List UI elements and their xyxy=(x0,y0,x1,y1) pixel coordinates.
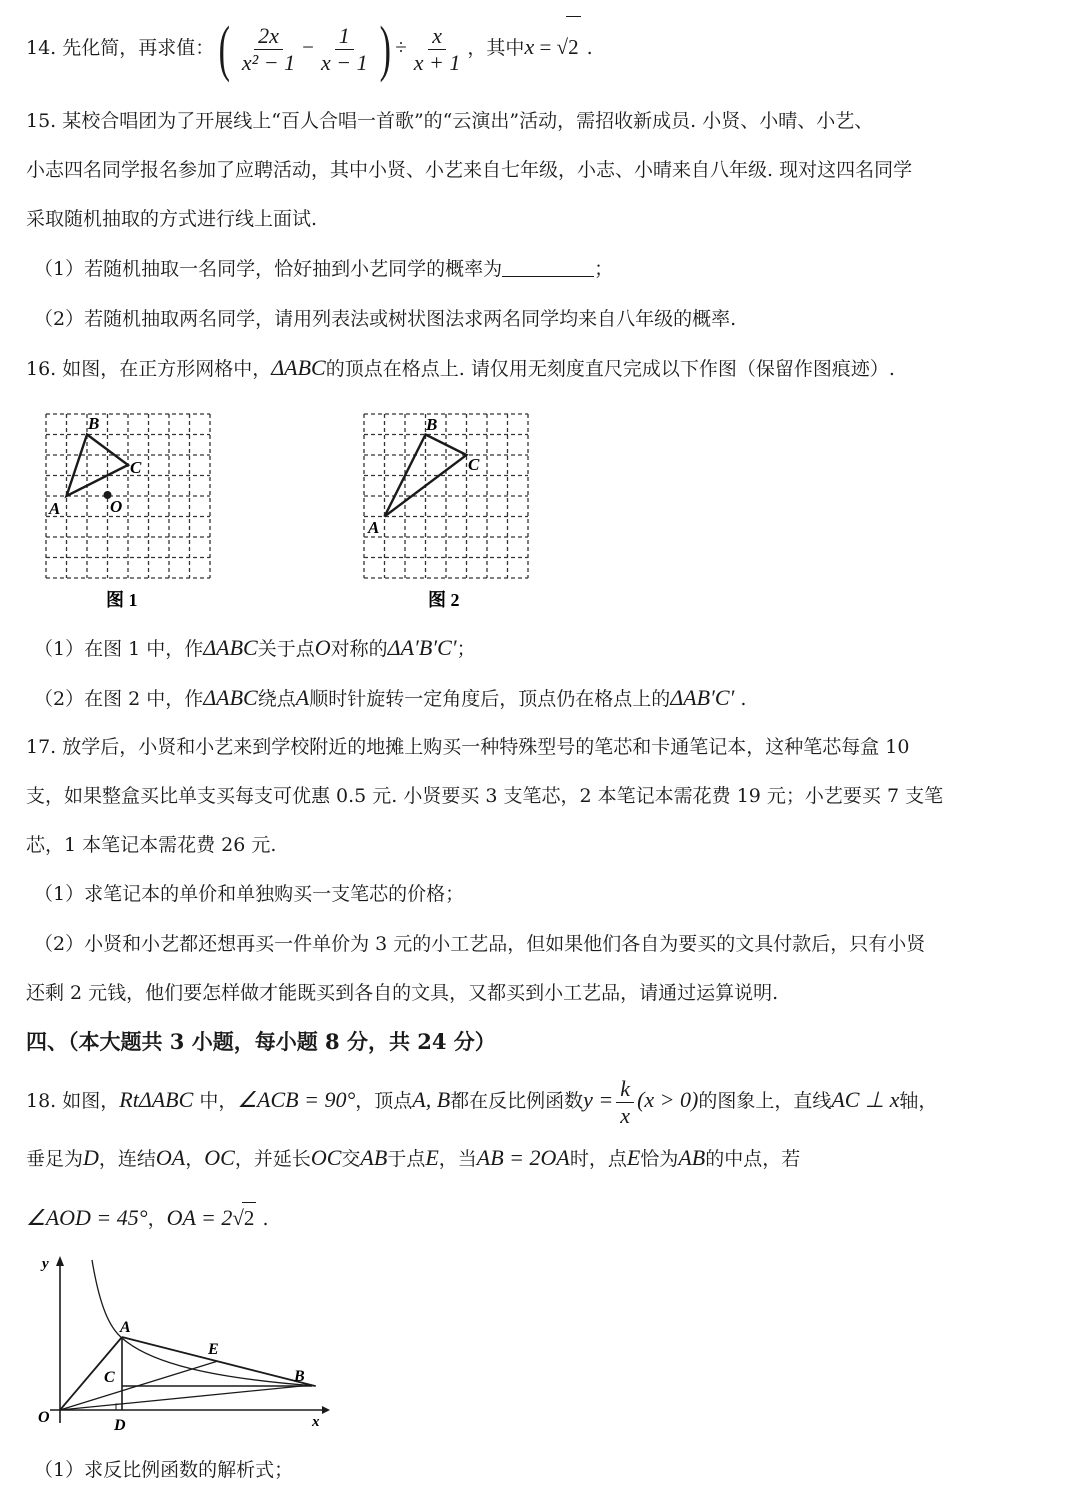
label-c: C xyxy=(130,458,142,477)
q15-part1 xyxy=(34,254,1056,284)
q18-l2-eq: AB = 2OA xyxy=(476,1145,570,1170)
q16-line1 xyxy=(26,353,1056,384)
q18-line1 xyxy=(26,1072,1056,1129)
triangle-abc-2 xyxy=(385,435,467,517)
q18-domain: (x > 0) xyxy=(637,1087,699,1112)
q16-triangle: ΔABC xyxy=(271,355,326,380)
y-axis-arrow xyxy=(56,1256,64,1266)
q18-l2-d2: ，并延长 xyxy=(234,1148,311,1170)
q14-condition: ，其中 xyxy=(467,37,525,59)
q18-l2-ab: AB xyxy=(360,1145,388,1170)
q16-p2-text-c: 顺时针旋转一定角度后，顶点仍在格点上的 xyxy=(309,688,671,710)
graph-label-a: A xyxy=(120,1319,131,1336)
q16-p1-tri-image: ΔA′B′C′ xyxy=(387,635,457,660)
q18-rt-triangle: RtΔABC xyxy=(119,1087,194,1112)
q17-line3: 芯，1 本笔记本需花费 26 元. xyxy=(26,834,277,856)
q16-p1-point-o: O xyxy=(314,635,331,660)
q18-l3-root: √ xyxy=(232,1206,244,1230)
q14-f1-num: 2x xyxy=(254,23,283,50)
figure-2-caption: 图 2 xyxy=(428,590,460,610)
q16-p2-text-a: （2）在图 2 中，作 xyxy=(34,688,204,710)
q18-part1: （1）求反比例函数的解析式； xyxy=(34,1459,294,1481)
q18-l2-i: 恰为 xyxy=(640,1148,679,1170)
q17-part1: （1）求笔记本的单价和单独购买一支笔芯的价格； xyxy=(34,883,465,905)
q18-l3-oa: OA = 2 xyxy=(166,1205,233,1230)
q18-l2-point-e2: E xyxy=(626,1145,641,1170)
triangle-abc xyxy=(67,435,129,497)
q14-eq: = xyxy=(534,35,557,59)
figure-1-caption: 图 1 xyxy=(106,590,138,610)
left-paren: ( xyxy=(218,15,231,83)
q14-f3-num: x xyxy=(428,23,446,50)
q15-line1: 15. 某校合唱团为了开展线上“百人合唱一首歌”的“云演出”活动，需招收新成员. 小贤、小晴、小艺、 xyxy=(26,110,874,132)
q18-text-c: ，顶点 xyxy=(355,1090,413,1112)
q14-f2-den: x − 1 xyxy=(320,49,368,75)
q18-graph xyxy=(30,1248,340,1440)
q18-l2-g: ，当 xyxy=(438,1148,477,1170)
q16-p1-end: ； xyxy=(456,638,476,660)
right-paren: ) xyxy=(379,15,391,83)
q16-p1-text-b: 关于点 xyxy=(257,638,315,660)
segment-ob xyxy=(60,1385,312,1410)
q18-l2-oa: OA xyxy=(155,1145,186,1170)
q16-p2-tri-image: ΔAB′C′ xyxy=(670,685,735,710)
q14-fraction-1 xyxy=(238,23,299,76)
q18-text-a: 18. 如图， xyxy=(26,1090,120,1112)
q18-l2-d: D xyxy=(83,1145,99,1170)
q14-root-sign: √ xyxy=(556,35,569,59)
q18-frac-k: k xyxy=(616,1076,634,1103)
q18-l2-j: 的中点，若 xyxy=(705,1148,801,1170)
q16-text-b: 的顶点在格点上. 请仅用无刻度直尺完成以下作图（保留作图痕迹）. xyxy=(325,358,895,380)
x-axis-arrow xyxy=(322,1406,330,1414)
label-a-2: A xyxy=(368,518,380,537)
figure-2-grid xyxy=(358,406,538,616)
q18-l2-oc: OC xyxy=(204,1145,235,1170)
q16-part1 xyxy=(34,633,1056,664)
q16-p1-text-c: 对称的 xyxy=(330,638,388,660)
q14-f2-num: 1 xyxy=(335,23,354,50)
q16-p1-tri: ΔABC xyxy=(203,635,258,660)
graph-label-e: E xyxy=(208,1341,219,1358)
graph-label-y: y xyxy=(42,1256,49,1272)
q18-l3-a: ， xyxy=(147,1208,167,1230)
q17-line2: 支，如果整盒买比单支买每支可优惠 0.5 元. 小贤要买 3 支笔芯，2 本笔记本需花费 19 元；小艺要买 7 支笔 xyxy=(26,785,944,807)
graph-label-x: x xyxy=(312,1414,320,1430)
answer-blank xyxy=(502,256,594,277)
q18-angle-acb: ∠ACB = 90° xyxy=(237,1087,356,1112)
q14-root-val: 2 xyxy=(566,16,581,77)
q18-points-ab: A, B xyxy=(412,1087,451,1112)
q17-part2-line2: 还剩 2 元钱，他们要怎样做才能既买到各自的文具，又都买到小工艺品，请通过运算说明. xyxy=(26,982,779,1004)
graph-label-c: C xyxy=(104,1369,115,1386)
q16-text-a: 16. 如图，在正方形网格中， xyxy=(26,358,272,380)
q18-text-e: 的图象上，直线 xyxy=(698,1090,832,1112)
q17-part2-line1: （2）小贤和小艺都还想再买一件单价为 3 元的小工艺品，但如果他们各自为要买的文具付款后，只有小贤 xyxy=(34,933,926,955)
q14-prefix: 14. 先化简，再求值： xyxy=(26,37,215,59)
q15-part2: （2）若随机抽取两名同学，请用列表法或树状图法求两名同学均来自八年级的概率. xyxy=(34,308,737,330)
label-b-2: B xyxy=(426,415,438,434)
label-o: O xyxy=(110,497,123,516)
q14-line xyxy=(26,15,1056,83)
q17-line1: 17. 放学后，小贤和小艺来到学校附近的地摊上购买一种特殊型号的笔芯和卡通笔记本，这种笔芯每盒 10 xyxy=(26,736,910,758)
q16-p2-tri: ΔABC xyxy=(203,685,258,710)
q18-l2-e: 交 xyxy=(341,1148,361,1170)
q18-fraction-k-x xyxy=(616,1076,634,1129)
q18-l2-b: ，连结 xyxy=(98,1148,156,1170)
label-b: B xyxy=(88,414,100,433)
q14-div: ÷ xyxy=(395,35,407,59)
figure-1-grid xyxy=(40,406,220,616)
q14-end: . xyxy=(580,37,593,59)
q18-angle-aod: ∠AOD = 45° xyxy=(26,1205,148,1230)
section-4-title: 四、（本大题共 3 小题，每小题 8 分，共 24 分） xyxy=(26,1029,496,1054)
q15-part1-text: （1）若随机抽取一名同学，恰好抽到小艺同学的概率为 xyxy=(34,258,503,280)
q14-cond-var: x xyxy=(524,34,535,59)
q16-p2-end: . xyxy=(734,688,747,710)
q18-l2-a: 垂足为 xyxy=(26,1148,84,1170)
q18-l3-end: . xyxy=(256,1208,269,1230)
label-c-2: C xyxy=(468,455,480,474)
q18-text-f: 轴， xyxy=(899,1090,938,1112)
q15-part1-end: ； xyxy=(594,258,614,280)
q18-l2-point-e: E xyxy=(425,1145,439,1170)
q14-fraction-2 xyxy=(317,23,372,76)
graph-label-b: B xyxy=(294,1368,305,1385)
q18-l2-h: 时，点 xyxy=(569,1148,627,1170)
q18-y-eq: y = xyxy=(583,1087,614,1112)
q18-l2-f: 于点 xyxy=(387,1148,426,1170)
q15-line2: 小志四名同学报名参加了应聘活动，其中小贤、小艺来自七年级，小志、小晴来自八年级. 现对这四名同学 xyxy=(26,159,913,181)
label-a: A xyxy=(49,499,61,518)
q16-p2-point-a: A xyxy=(295,685,310,710)
q16-p2-text-b: 绕点 xyxy=(257,688,296,710)
graph-label-o: O xyxy=(38,1409,50,1426)
q18-text-b: 中， xyxy=(193,1090,238,1112)
q14-fraction-3 xyxy=(410,23,465,76)
q18-text-d: 都在反比例函数 xyxy=(450,1090,584,1112)
q16-p1-text-a: （1）在图 1 中，作 xyxy=(34,638,204,660)
q16-part2 xyxy=(34,683,1056,714)
q18-l2-ab2: AB xyxy=(678,1145,706,1170)
q14-f1-den: x² − 1 xyxy=(241,49,296,75)
q18-line2 xyxy=(26,1143,1056,1174)
q14-minus: − xyxy=(302,35,314,59)
q18-perp: AC ⊥ x xyxy=(831,1087,900,1112)
q18-line3 xyxy=(26,1202,1056,1234)
q18-l2-oc2: OC xyxy=(310,1145,342,1170)
q18-l2-c: ， xyxy=(185,1148,205,1170)
q18-frac-x: x xyxy=(620,1102,631,1128)
q14-f3-den: x + 1 xyxy=(413,49,461,75)
q15-line3: 采取随机抽取的方式进行线上面试. xyxy=(26,208,318,230)
graph-label-d: D xyxy=(114,1417,126,1434)
q18-l3-root-val: 2 xyxy=(242,1202,257,1233)
